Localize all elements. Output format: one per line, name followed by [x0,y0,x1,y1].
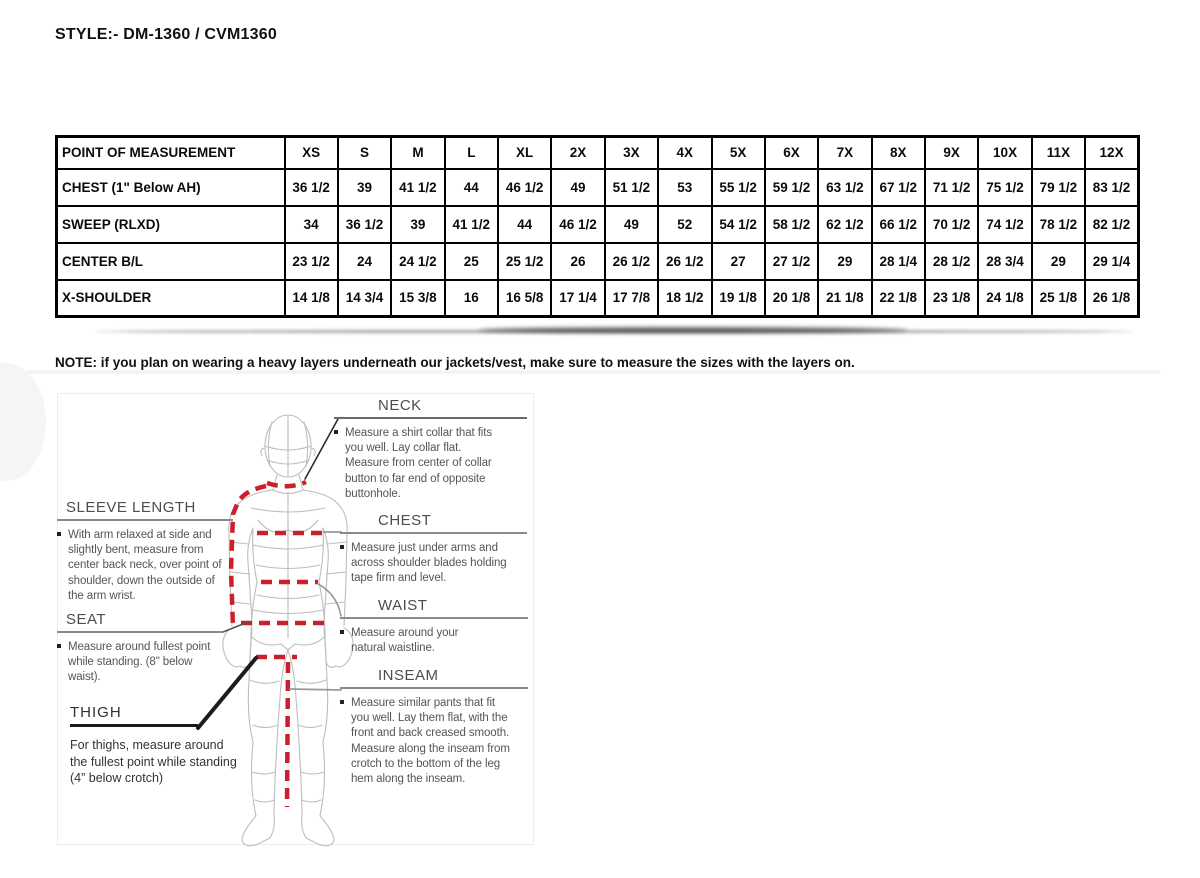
size-value-cell: 15 3/8 [391,280,444,317]
inseam-connector-line [290,689,341,690]
col-header-size: 2X [551,137,604,169]
size-value-cell: 24 [338,243,391,280]
size-value-cell: 14 3/4 [338,280,391,317]
size-value-cell: 41 1/2 [391,169,444,206]
size-value-cell: 26 [551,243,604,280]
col-header-size: XL [498,137,551,169]
sleeve-dash-line [231,486,266,628]
size-value-cell: 82 1/2 [1085,206,1138,243]
col-header-size: 11X [1032,137,1085,169]
table-row [57,206,1139,243]
guide-seat [57,611,223,686]
guide-chest-desc-text: Measure just under arms and across shoulder blades holding tape firm and level. [351,542,507,585]
size-value-cell: 29 [818,243,871,280]
size-value-cell: 17 7/8 [605,280,658,317]
size-value-cell: 44 [498,206,551,243]
size-value-cell: 49 [551,169,604,206]
collar-dash-line [267,482,306,486]
size-value-cell: 28 1/2 [925,243,978,280]
guide-thigh [70,704,237,787]
guide-thigh-title: THIGH [70,704,198,727]
size-value-cell: 28 3/4 [978,243,1031,280]
size-value-cell: 28 1/4 [872,243,925,280]
guide-waist [340,597,528,656]
size-value-cell: 23 1/8 [925,280,978,317]
size-value-cell: 29 [1032,243,1085,280]
row-label: CHEST (1" Below AH) [57,169,285,206]
size-value-cell: 70 1/2 [925,206,978,243]
size-table-body [57,169,1139,317]
size-value-cell: 27 [712,243,765,280]
guide-thigh-desc-text: For thighs, measure around the fullest point while standing (4” below crotch) [70,738,237,785]
size-value-cell: 49 [605,206,658,243]
size-value-cell: 39 [391,206,444,243]
bullet-icon [57,644,61,648]
guide-sleeve-length [57,499,233,604]
col-header-size: 10X [978,137,1031,169]
bullet-icon [334,430,338,434]
size-value-cell: 24 1/2 [391,243,444,280]
size-value-cell: 78 1/2 [1032,206,1085,243]
size-value-cell: 58 1/2 [765,206,818,243]
guide-neck [334,397,527,502]
bullet-icon [340,545,344,549]
row-label: SWEEP (RLXD) [57,206,285,243]
scan-streak [0,371,1160,373]
guide-seat-desc [57,640,217,686]
col-header-size: 5X [712,137,765,169]
guide-sleeve-length-desc [57,528,223,604]
col-header-size: 6X [765,137,818,169]
guide-inseam-desc-text: Measure similar pants that fit you well. Lay them flat, with the front and back creased smooth. Measure along the inseam from crotch to the bottom of the leg hem along the inseam. [351,697,510,785]
size-value-cell: 34 [285,206,338,243]
size-value-cell: 36 1/2 [285,169,338,206]
size-value-cell: 18 1/2 [658,280,711,317]
col-header-point-of-measurement: POINT OF MEASUREMENT [57,137,285,169]
size-value-cell: 67 1/2 [872,169,925,206]
table-row [57,280,1139,317]
col-header-size: 8X [872,137,925,169]
bullet-icon [340,630,344,634]
row-label: CENTER B/L [57,243,285,280]
col-header-size: S [338,137,391,169]
size-value-cell: 16 [445,280,498,317]
table-row [57,169,1139,206]
guide-neck-desc [334,426,500,502]
waist-connector-line [318,584,341,616]
size-value-cell: 63 1/2 [818,169,871,206]
size-value-cell: 41 1/2 [445,206,498,243]
size-table-head-row [57,137,1139,169]
size-value-cell: 62 1/2 [818,206,871,243]
size-value-cell: 25 [445,243,498,280]
size-value-cell: 52 [658,206,711,243]
seat-connector-line [223,622,248,632]
size-value-cell: 74 1/2 [978,206,1031,243]
size-value-cell: 27 1/2 [765,243,818,280]
size-value-cell: 51 1/2 [605,169,658,206]
size-value-cell: 46 1/2 [498,169,551,206]
col-header-size: XS [285,137,338,169]
size-table-head [57,137,1139,169]
size-value-cell: 54 1/2 [712,206,765,243]
guide-thigh-desc [70,737,242,787]
guide-chest-desc [340,541,512,587]
guide-neck-desc-text: Measure a shirt collar that fits you well. Lay collar flat. Measure from center of collar button to far end of opposite buttonhole. [345,427,492,500]
scan-smudge-blob [478,327,908,333]
size-value-cell: 46 1/2 [551,206,604,243]
page-title: STYLE:- DM-1360 / CVM1360 [55,26,277,43]
guide-waist-desc-text: Measure around your natural waistline. [351,627,459,655]
size-value-cell: 59 1/2 [765,169,818,206]
col-header-size: 4X [658,137,711,169]
note-text: NOTE: if you plan on wearing a heavy layers underneath our jackets/vest, make sure to measure the sizes with the layers on. [55,355,855,370]
bullet-icon [340,700,344,704]
size-value-cell: 17 1/4 [551,280,604,317]
table-row [57,243,1139,280]
guide-inseam-title: INSEAM [340,667,528,689]
col-header-size: L [445,137,498,169]
size-value-cell: 44 [445,169,498,206]
size-value-cell: 36 1/2 [338,206,391,243]
col-header-size: 3X [605,137,658,169]
guide-chest-title: CHEST [340,512,527,534]
size-value-cell: 25 1/2 [498,243,551,280]
size-value-cell: 25 1/8 [1032,280,1085,317]
size-value-cell: 53 [658,169,711,206]
col-header-size: 7X [818,137,871,169]
size-value-cell: 29 1/4 [1085,243,1138,280]
guide-waist-title: WAIST [340,597,528,619]
guide-neck-title: NECK [334,397,527,419]
guide-seat-title: SEAT [57,611,223,633]
col-header-size: 12X [1085,137,1138,169]
size-value-cell: 22 1/8 [872,280,925,317]
size-value-cell: 16 5/8 [498,280,551,317]
guide-inseam-desc [340,696,512,787]
size-value-cell: 24 1/8 [978,280,1031,317]
guide-chest [340,512,527,587]
size-value-cell: 55 1/2 [712,169,765,206]
guide-sleeve-length-title: SLEEVE LENGTH [57,499,233,521]
col-header-size: M [391,137,444,169]
size-value-cell: 20 1/8 [765,280,818,317]
size-value-cell: 14 1/8 [285,280,338,317]
size-table [55,135,1140,318]
size-value-cell: 39 [338,169,391,206]
size-value-cell: 23 1/2 [285,243,338,280]
size-value-cell: 71 1/2 [925,169,978,206]
size-value-cell: 26 1/2 [658,243,711,280]
size-value-cell: 26 1/8 [1085,280,1138,317]
size-value-cell: 66 1/2 [872,206,925,243]
size-value-cell: 83 1/2 [1085,169,1138,206]
size-value-cell: 26 1/2 [605,243,658,280]
guide-seat-desc-text: Measure around fullest point while standing. (8" below waist). [68,641,211,684]
size-value-cell: 19 1/8 [712,280,765,317]
size-value-cell: 79 1/2 [1032,169,1085,206]
guide-inseam [340,667,528,787]
size-value-cell: 21 1/8 [818,280,871,317]
inseam-dash-line [287,662,288,807]
bullet-icon [57,532,61,536]
guide-waist-desc [340,626,490,656]
col-header-size: 9X [925,137,978,169]
row-label: X-SHOULDER [57,280,285,317]
size-value-cell: 75 1/2 [978,169,1031,206]
guide-sleeve-length-desc-text: With arm relaxed at side and slightly bent, measure from center back neck, over point of shoulder, down the outside of the arm wrist. [68,529,222,602]
